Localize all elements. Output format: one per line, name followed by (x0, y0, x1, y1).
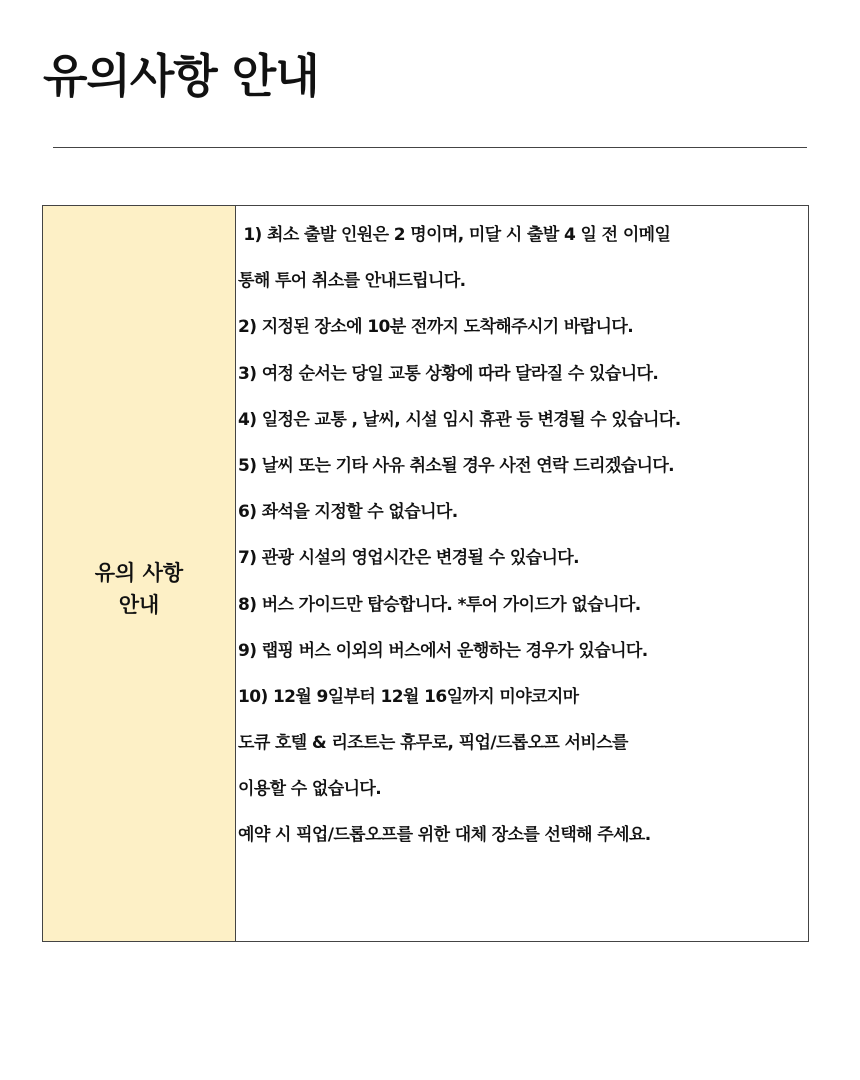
notice-label-line-1: 유의 사항 (94, 560, 184, 585)
notice-line: 5) 날씨 또는 기타 사유 취소될 경우 사전 연락 드리겠습니다. (238, 455, 675, 476)
notice-label-line-2: 안내 (118, 592, 160, 617)
notice-content-cell (236, 206, 808, 941)
notice-line: 3) 여정 순서는 당일 교통 상황에 따라 달라질 수 있습니다. (238, 363, 659, 384)
notice-line: 1) 최소 출발 인원은 2 명이며, 미달 시 출발 4 일 전 이메일 (238, 225, 671, 245)
notice-label-cell (43, 206, 236, 941)
notice-line: 6) 좌석을 지정할 수 없습니다. (238, 502, 458, 523)
notice-line: 도큐 호텔 & 리조트는 휴무로, 픽업/드롭오프 서비스를 (238, 733, 628, 754)
page-title: 유의사항 안내 (43, 49, 319, 103)
notice-table (42, 205, 809, 942)
notice-line: 이용할 수 없습니다. (238, 779, 382, 800)
title-divider (53, 147, 807, 148)
notice-line: 9) 랩핑 버스 이외의 버스에서 운행하는 경우가 있습니다. (238, 640, 648, 661)
notice-line: 7) 관광 시설의 영업시간은 변경될 수 있습니다. (238, 548, 579, 569)
notice-line: 2) 지정된 장소에 10분 전까지 도착해주시기 바랍니다. (238, 317, 634, 338)
notice-line: 10) 12월 9일부터 12월 16일까지 미야코지마 (238, 686, 579, 707)
notice-label (95, 557, 183, 621)
notice-line: 8) 버스 가이드만 탑승합니다. *투어 가이드가 없습니다. (238, 594, 641, 615)
notice-line: 4) 일정은 교통 , 날씨, 시설 임시 휴관 등 변경될 수 있습니다. (238, 409, 681, 430)
notice-line: 예약 시 픽업/드롭오프를 위한 대체 장소를 선택해 주세요. (238, 825, 651, 846)
notice-line: 통해 투어 취소를 안내드립니다. (238, 271, 466, 292)
